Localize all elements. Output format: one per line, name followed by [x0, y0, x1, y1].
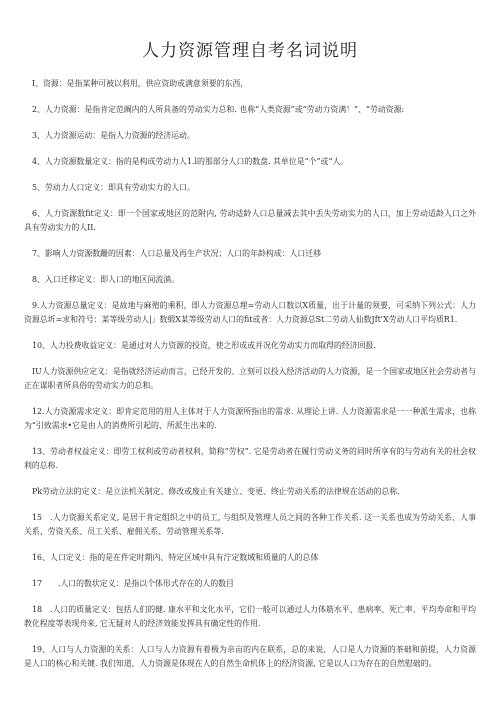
- glossary-item: 10、人力投费收益定义：是通过对人力资源的投资，使之形成或并况化劳动实力而取得的经济回报.: [32, 341, 376, 350]
- glossary-item: 8、入口迁移定义：即人口的地区间流淌。: [32, 275, 180, 284]
- glossary-list: [24, 77, 476, 671]
- glossary-item: 9.人力资源总量定义：是故地与麻殖的乘积，即人力资源总埋=劳动人口数以X质量，出于计量的须要，可采纳下列公式：人力资源总圻=求和符号：某等级劳动人|」数缎X某等级劳动人口的fit或者：人力资源总St二劳动人仙数Jft'X劳动人口平均质R1.: [24, 301, 476, 324]
- document-title: 人力资源管理自考名词说明: [142, 41, 358, 61]
- glossary-item: 18 .人口的质量定义：包括人们的健. 康水平和文化水平，它们一般可以通过人力体筋水平、患病率、死亡率、平均寿命和平均教化程度等表现舟来, 它无疑对人的经济效能发挥具有确定性的作用.: [24, 605, 476, 628]
- glossary-item: 5、劳动力人口定义：即具有劳动实力的人口。: [32, 183, 195, 192]
- glossary-item: 17 .人口的数状定义：是指以个体形式存在的人的数目: [32, 579, 234, 588]
- glossary-item: IU人力资源供应定义：是指就经济运动而言，已经开发的、立刻可以投入经济活动的人力资源，是一个国家或地区社会劳动者与正在谋职者所具俗的劳动实力的总和。: [24, 367, 476, 390]
- glossary-item: I、资源：是指某种可被以利用，供应资助或满意须要的东西，: [32, 79, 249, 88]
- glossary-item: 4、人力资源数量定义：指的是构成劳动力人1.l的那部分人口的数盘. 其单位是“个”或“人。: [32, 157, 349, 166]
- glossary-item: 15 .人力资源关系定义, 是居干肯定组织之中的员工, 与组织及管理人员之间的各种工作关系. 这一关系也成为劳动关系、人事关系、劳资关系、员工关系、雇佣关系、劳动管理关系等.: [24, 513, 476, 536]
- glossary-item: 19、人口与人力资源的关系：人口与人力资源有着极为亲亩的内在联系，总的来说，人口是人力资源的茶础和前提，人力资源是人口的核心和关键. 我们知道，人力资源是体现在人的自然生命机体上的经济资源, 它是以人口为存在的自然慰础的。: [24, 645, 476, 668]
- glossary-item: 12.人力资源需求定义：即肯定范用的用人主体对于人力资源所指出的需求. 从理论上讲. 人力资源需求是一一种派生需求，也称为“引致需求•它是由人的消费所引起的、所派生出来的.: [24, 407, 476, 430]
- glossary-item: 3、人力资源运动：是指人力资源的经济运动。: [32, 131, 195, 140]
- glossary-item: 13、劳动者权益定义：即劳工权利或劳动者权利，简称“劳权”. 它是劳动者在履行劳动义务的同时所享有的与劳动有关的社会权利的总称.: [24, 447, 476, 470]
- glossary-item: 2、人力资源：是指肯定范阚内的人所具备的劳动实力总和. 也称“人类资源”或“劳动力资满！”、“劳动资源:: [32, 105, 405, 114]
- glossary-item: 6、人力资源数fit定义：即一个国家或地区的范附内, 劳动适龄人口总量减去其中丢失劳动实力的人口，加上劳动适龄人口之外具有劳动实力的人II.: [24, 209, 476, 232]
- glossary-item: Pk劳动立法的定义：是立法机关制定、修改或废止有关建立、变更、终止劳动关系的法律规在活动的总称.: [32, 487, 400, 496]
- glossary-item: 16、人口定义：指的是在件定时期内、特定区域中具有泞定数域和质量的人的总体: [32, 553, 319, 562]
- glossary-item: 7、影响人力资源数跚的因素：人口总量及再生产状况；人口的年龄构成：人口迁移: [32, 249, 322, 258]
